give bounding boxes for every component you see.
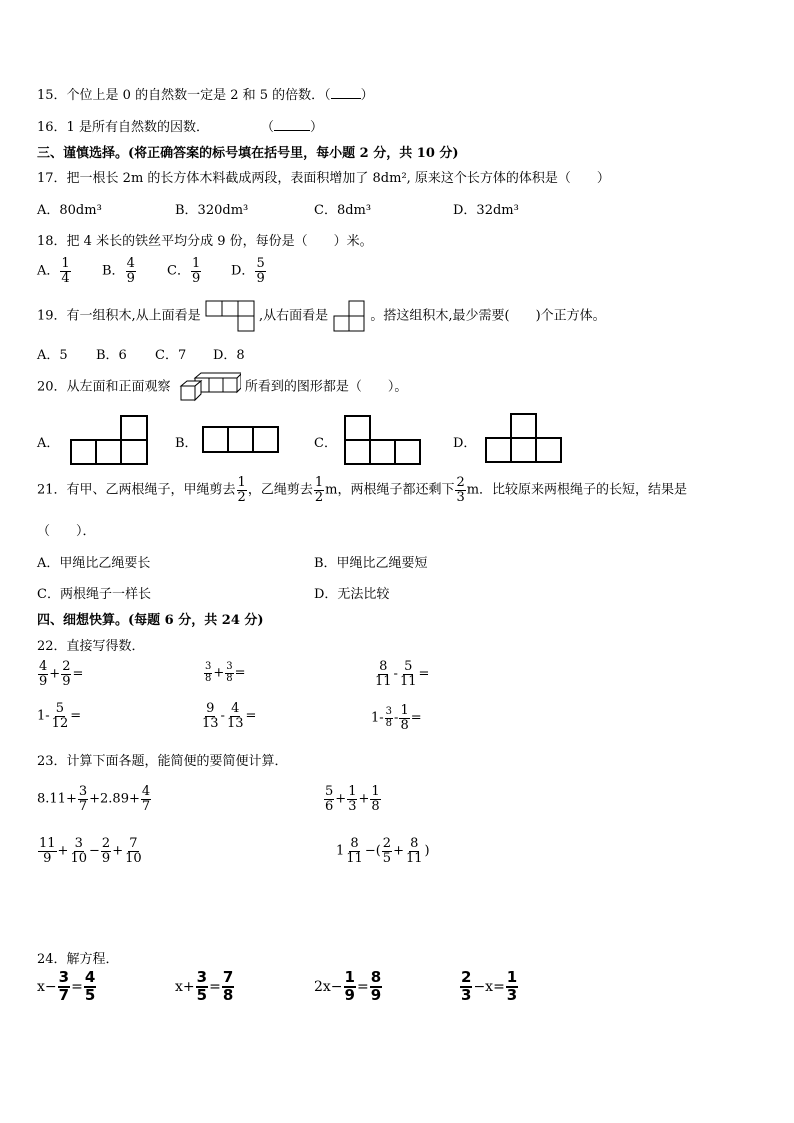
- q24-equation-2: x+ $\frac{3}{5}$ = $\frac{7}{8}$: [175, 968, 234, 1004]
- q20-option-c-figure: [344, 414, 422, 466]
- q17-option-c[interactable]: C．8dm³: [314, 203, 372, 218]
- question-19: 19．有一组积木,从上面看是 ,从右面看是 。搭这组积木,最少需要( )个正方体。: [37, 300, 606, 332]
- q23-expr-4: 1 $\frac{8}{11}$ −( $\frac{2}{5}$ + $\frac{8}{11}$ ): [336, 836, 430, 866]
- q23-expr-1: 8.11+ $\frac{3}{7}$ +2.89+ $\frac{4}{7}$: [37, 784, 151, 814]
- q18-option-d[interactable]: D． $\frac{5}{9}$: [231, 256, 265, 286]
- q24-equation-3: 2x− $\frac{1}{9}$ = $\frac{8}{9}$: [314, 968, 382, 1004]
- fraction: $\frac{1}{4}$: [61, 256, 70, 286]
- q18-option-c[interactable]: C． $\frac{1}{9}$: [167, 256, 201, 286]
- q20-option-a-figure: [70, 414, 150, 466]
- fraction: $\frac{1}{2}$: [237, 475, 246, 505]
- question-20: 20．从左面和正面观察 所看到的图形都是（ ）。: [37, 372, 407, 402]
- fraction: $\frac{2}{3}$: [456, 475, 465, 505]
- q22-expr-1: $\frac{4}{9}$ + $\frac{2}{9}$ =: [39, 659, 84, 689]
- fraction: $\frac{1}{9}$: [191, 256, 201, 286]
- q19-option-b[interactable]: B．6: [96, 348, 127, 363]
- q22-expr-4: 1- $\frac{5}{12}$ =: [37, 701, 82, 731]
- question-16: 16．1 是所有自然数的因数． （ ）: [37, 120, 323, 135]
- fraction: $\frac{4}{9}$: [126, 256, 135, 286]
- fraction: $\frac{1}{2}$: [314, 475, 324, 505]
- question-18: 18．把 4 米长的铁丝平均分成 9 份，每份是（ ）米。: [37, 234, 373, 249]
- cube-stack-figure: [175, 372, 241, 402]
- q23-expr-3: $\frac{11}{9}$ + $\frac{3}{10}$ − $\frac{2}{9}$ + $\frac{7}{10}$: [39, 836, 142, 866]
- q20-option-d-figure: [485, 412, 563, 464]
- question-22: 22．直接写得数．: [37, 639, 145, 654]
- q19-option-c[interactable]: C．7: [155, 348, 187, 363]
- question-15: 15．个位上是 0 的自然数一定是 2 和 5 的倍数．（ ）: [37, 88, 374, 103]
- q22-expr-3: $\frac{8}{11}$ - $\frac{5}{11}$ =: [375, 659, 430, 689]
- fraction: $\frac{5}{9}$: [256, 256, 265, 286]
- q24-equation-1: x− $\frac{3}{7}$ = $\frac{4}{5}$: [37, 968, 96, 1004]
- question-17: 17．把一根长 2m 的长方体木料截成两段，表面积增加了 8dm², 原来这个长方体的体积是（ ）: [37, 171, 610, 186]
- q20-option-b[interactable]: B．: [175, 436, 198, 451]
- q21-option-b[interactable]: B．甲绳比乙绳要短: [314, 556, 428, 571]
- right-view-figure: [332, 300, 366, 332]
- q23-expr-2: $\frac{5}{6}$ + $\frac{1}{3}$ + $\frac{1}{8}$: [325, 784, 380, 814]
- q19-option-a[interactable]: A．5: [37, 348, 68, 363]
- q21-option-a[interactable]: A．甲绳比乙绳要长: [37, 556, 151, 571]
- section-4-heading: 四、细想快算。(每题 6 分，共 24 分): [37, 613, 264, 628]
- top-view-figure: [205, 300, 255, 332]
- q18-option-b[interactable]: B． $\frac{4}{9}$: [102, 256, 135, 286]
- question-21: 21．有甲、乙两根绳子，甲绳剪去 $\frac{1}{2}$ ，乙绳剪去 $\frac{1}{2}$ m，两根绳子都还剩下 $\frac{2}{3}$ m．比较原来两根绳子的长短，结果是: [37, 475, 688, 505]
- q22-expr-2: $\frac{3}{8}$ + $\frac{3}{8}$ =: [205, 661, 246, 684]
- q18-option-a[interactable]: A． $\frac{1}{4}$: [37, 256, 70, 286]
- q20-option-c[interactable]: C．: [314, 436, 337, 451]
- q22-expr-6: 1- $\frac{3}{8}$ - $\frac{1}{8}$ =: [371, 703, 422, 733]
- q21-option-d[interactable]: D．无法比较: [314, 587, 390, 602]
- q21-option-c[interactable]: C．两根绳子一样长: [37, 587, 151, 602]
- q24-equation-4: $\frac{2}{3}$ −x= $\frac{1}{3}$: [461, 968, 518, 1004]
- q19-option-d[interactable]: D．8: [213, 348, 245, 363]
- q20-option-a[interactable]: A．: [37, 436, 60, 451]
- q20-option-d[interactable]: D．: [453, 436, 477, 451]
- q17-option-a[interactable]: A．80dm³: [37, 203, 102, 218]
- q22-expr-5: $\frac{9}{13}$ - $\frac{4}{13}$ =: [202, 701, 257, 731]
- section-3-heading: 三、谨慎选择。(将正确答案的标号填在括号里，每小题 2 分，共 10 分): [37, 146, 459, 161]
- answer-blank[interactable]: [274, 118, 310, 131]
- answer-blank[interactable]: [331, 86, 361, 99]
- question-24: 24．解方程．: [37, 952, 119, 967]
- question-23: 23．计算下面各题，能简便的要简便计算．: [37, 754, 288, 769]
- question-21-blank[interactable]: （ ）．: [37, 524, 96, 539]
- q17-option-b[interactable]: B．320dm³: [175, 203, 249, 218]
- q17-option-d[interactable]: D．32dm³: [453, 203, 519, 218]
- q20-option-b-figure: [202, 426, 280, 454]
